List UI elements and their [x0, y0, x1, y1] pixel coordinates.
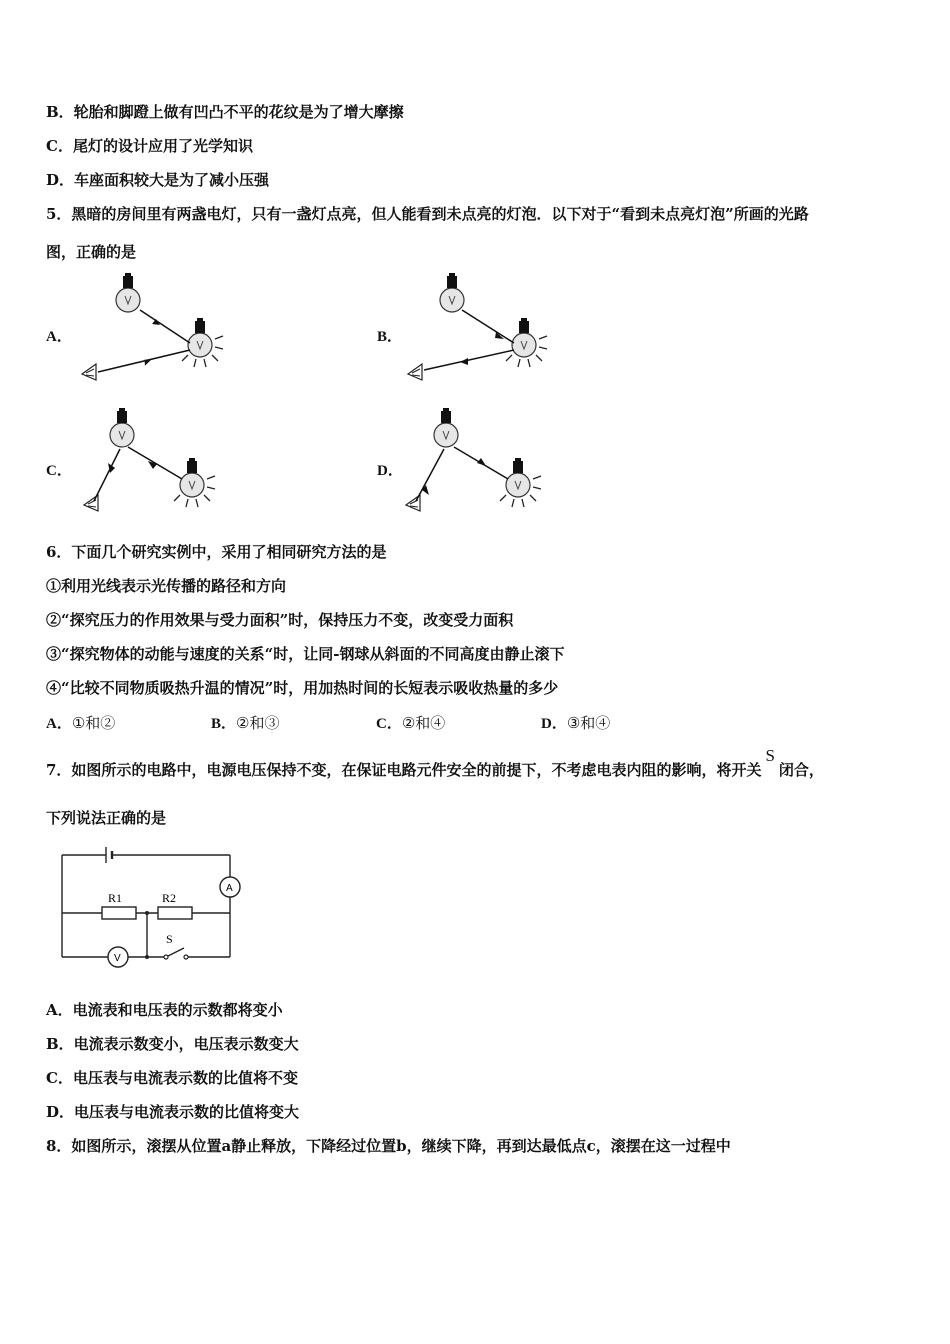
q7-option-a: A．电流表和电压表的示数都将变小: [46, 1001, 283, 1019]
r1-label: R1: [108, 891, 123, 905]
q6-option-a: A．①和②: [46, 714, 116, 732]
ammeter-label: A: [226, 883, 233, 894]
q6-item-2: ②“探究压力的作用效果与受力面积”时，保持压力不变，改变受力面积: [46, 611, 514, 629]
q5-diagram-c: [82, 405, 242, 520]
q5-stem-line2: 图，正确的是: [46, 243, 137, 261]
q7-option-d: D．电压表与电流表示数的比值将变大: [46, 1103, 300, 1121]
q4-option-c: C．尾灯的设计应用了光学知识: [46, 137, 253, 155]
q7-stem-line2: 下列说法正确的是: [46, 809, 167, 827]
q6-option-d: D．③和④: [541, 714, 611, 732]
q6-option-b: B．②和③: [211, 714, 280, 732]
r2-label: R2: [162, 891, 177, 905]
q4-option-b: B．轮胎和脚蹬上做有凹凸不平的花纹是为了增大摩擦: [46, 103, 404, 121]
voltmeter-label: V: [114, 953, 121, 964]
q7-switch-symbol: S: [765, 746, 775, 765]
q5-diagram-a: [78, 270, 238, 385]
q6-item-4: ④“比较不同物质吸热升温的情况”时，用加热时间的长短表示吸收热量的多少: [46, 679, 559, 697]
q5-diagram-d: [404, 405, 564, 520]
q6-option-c: C．②和④: [376, 714, 446, 732]
q7-option-b: B．电流表示数变小，电压表示数变大: [46, 1035, 299, 1053]
q5-label-d: D．: [377, 463, 403, 479]
switch-label: S: [166, 932, 173, 946]
q5-label-c: C．: [46, 463, 72, 479]
q5-diagram-b: [404, 270, 564, 385]
q6-stem: 6．下面几个研究实例中，采用了相同研究方法的是: [46, 543, 387, 561]
q6-item-1: ①利用光线表示光传播的路径和方向: [46, 577, 287, 595]
q7-stem-line1: 7．如图所示的电路中，电源电压保持不变，在保证电路元件安全的前提下，不考虑电表内阻的影响，将开关S闭合，: [46, 746, 824, 779]
q4-option-d: D．车座面积较大是为了减小压强: [46, 171, 270, 189]
q6-item-3: ③“探究物体的动能与速度的关系“时，让同-钢球从斜面的不同高度由静止滚下: [46, 645, 565, 663]
q8-stem: 8．如图所示，滚摆从位置a静止释放，下降经过位置b，继续下降，再到达最低点c，滚摆在这一过程中: [46, 1137, 731, 1155]
q7-option-c: C．电压表与电流表示数的比值将不变: [46, 1069, 298, 1087]
q7-circuit-diagram: [58, 845, 248, 970]
q5-label-a: A．: [46, 329, 72, 345]
q5-stem-line1: 5．黑暗的房间里有两盏电灯，只有一盏灯点亮，但人能看到未点亮的灯泡．以下对于“看到未点亮灯泡”所画的光路: [46, 205, 809, 223]
q5-label-b: B．: [377, 329, 403, 345]
